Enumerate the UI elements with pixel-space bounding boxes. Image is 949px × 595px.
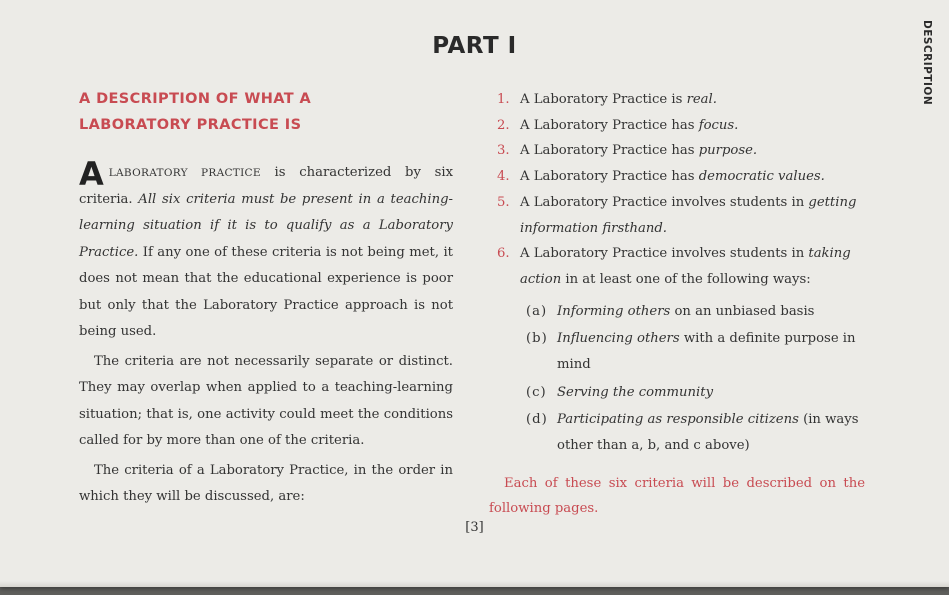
way-emphasis: Participating as responsible citizens (557, 412, 799, 428)
criterion-item (497, 241, 865, 292)
criteria-lead-paragraph: The criteria of a Laboratory Practice, in the order in which they will be discussed, are: (79, 462, 453, 504)
criterion-emphasis: purpose. (698, 143, 758, 159)
way-emphasis: Informing others (557, 303, 671, 319)
intro-italic: All six criteria must be present in a teaching-learning situation if it is to qualify as a Laboratory Practice. (79, 191, 453, 260)
criterion-item (497, 138, 865, 164)
criterion-after: in at least one of the following ways: (561, 271, 811, 287)
criterion-emphasis: real. (686, 92, 717, 107)
criterion-emphasis: getting information firsthand. (520, 194, 857, 236)
criterion-emphasis: democratic values. (698, 169, 825, 185)
way-text: with a definite purpose in mind (557, 331, 856, 373)
criterion-text: A Laboratory Practice has (520, 143, 699, 159)
criterion-emphasis: focus. (698, 117, 739, 133)
way-emphasis: Influencing others (557, 331, 680, 347)
intro-text-2: If any one of these criteria is not being met, it does not mean that the educational experience is poor but only that the Laboratory Practice approach is not being used. (79, 244, 453, 339)
action-way-item (526, 380, 865, 406)
closing-note: Each of these six criteria will be described on the following pages. (489, 475, 865, 516)
criterion-number: 4. (497, 169, 510, 185)
criterion-item (497, 164, 865, 190)
right-column (489, 87, 865, 521)
action-way-item (526, 299, 865, 325)
left-column (79, 86, 453, 511)
part-title: PART I (432, 33, 517, 59)
criterion-text: A Laboratory Practice has (520, 117, 699, 133)
criteria-list (497, 87, 865, 293)
criterion-emphasis: taking action (520, 246, 851, 287)
action-way-item (526, 407, 865, 458)
section-heading (79, 86, 453, 138)
way-emphasis: Serving the community (557, 384, 714, 400)
way-text: (in ways other than a, b, and c above) (557, 412, 859, 454)
way-letter: (b) (526, 331, 548, 347)
way-text: on an unbiased basis (670, 303, 815, 319)
action-ways-list (526, 299, 865, 459)
criterion-text: A Laboratory Practice has (520, 169, 699, 185)
intro-paragraph (79, 155, 454, 346)
section-heading-line1: A DESCRIPTION OF WHAT A (79, 91, 312, 107)
intro-text-1: is characterized by six criteria. (79, 165, 454, 207)
way-letter: (d) (526, 412, 548, 428)
criterion-item (497, 113, 865, 139)
way-letter: (c) (526, 384, 547, 400)
criterion-number: 1. (497, 92, 510, 107)
overlap-paragraph: The criteria are not necessarily separate or distinct. They may overlap when applied to a teaching-learning situation; that is, one activity could meet the conditions called for by more than one of the criteria. (79, 353, 453, 448)
criterion-item (497, 87, 865, 113)
criterion-number: 5. (497, 194, 510, 210)
page-number: [3] (465, 520, 484, 535)
criterion-text: A Laboratory Practice is (520, 92, 687, 107)
criterion-number: 2. (497, 117, 510, 133)
drop-cap: A (79, 155, 104, 193)
section-thumb-tab: DESCRIPTION (921, 20, 933, 106)
way-letter: (a) (526, 303, 548, 319)
action-way-item (526, 326, 865, 377)
criterion-text: A Laboratory Practice involves students in (520, 246, 809, 262)
section-heading-line2: LABORATORY PRACTICE IS (79, 117, 302, 133)
criterion-number: 3. (497, 143, 510, 159)
criterion-text: A Laboratory Practice involves students in (520, 194, 809, 210)
criterion-number: 6. (497, 246, 510, 262)
lead-smallcaps: LABORATORY PRACTICE (108, 167, 261, 179)
criterion-item (497, 190, 865, 241)
